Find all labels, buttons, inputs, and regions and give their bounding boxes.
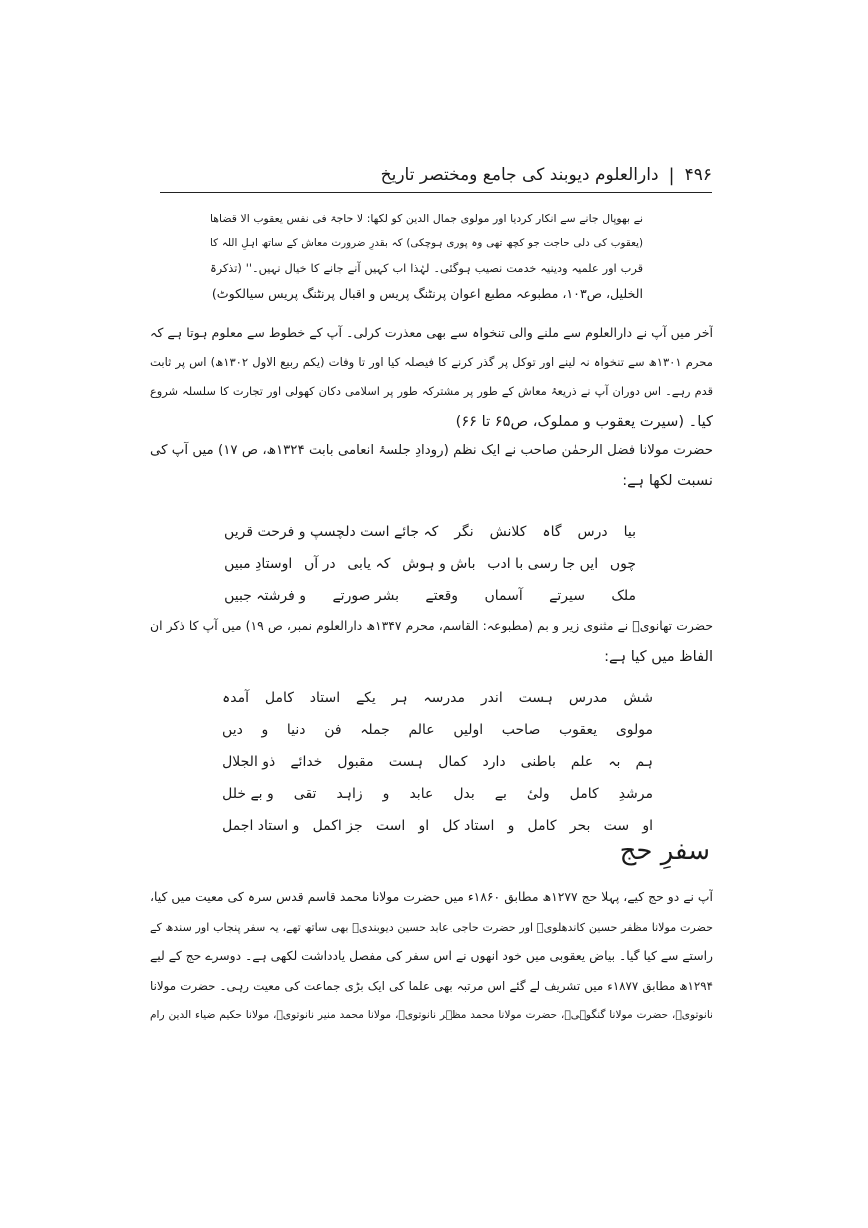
verse-word: خدائے [290,754,323,770]
text-line: نسبت لکھا ہے: [622,471,713,489]
text-line: راستے سے کیا گیا۔ بیاض یعقوبی میں خود انھوں نے اس سفر کی مفصل یادداشت لکھی ہے۔ دوسرے حج کے لیے [150,949,713,963]
verse-word: آسماں [484,588,523,604]
verse-line [222,810,653,842]
verse-word: فن [324,722,342,738]
verse-word: زاہد [336,786,363,802]
verse-word: عالم [408,722,435,738]
text-line: نانوتویؒ، حضرت مولانا گنگوہیؒ، حضرت مولانا محمد مظہر نانوتویؒ، مولانا محمد منیر نانوتویؒ، مولانا حکیم ضیاء الدین رام [150,1009,713,1021]
quote-line: قرب اور علمیہ ودینیہ خدمت نصیب ہوگئی۔ لہٰذا اب کہیں آنے جانے کا خیال نہیں۔'' (تذکرۃ [210,261,643,275]
verse-word: جز اکمل [312,818,363,834]
verse-word: اوستادِ مبیں [224,556,293,572]
quote-line: نے بھوپال جانے سے انکار کردیا اور مولوی جمال الدین کو لکھا: لا حاجۃ فی نفس یعقوب الا قضاھا [210,212,643,225]
verse-line [224,580,636,612]
verse-word: کامل [527,818,557,834]
verse-word: و [507,818,515,834]
text-line: الفاظ میں کیا ہے: [604,647,713,665]
verse-word: شش [623,690,653,706]
verse-word: او [642,818,653,834]
verse-word: یکے [355,690,376,706]
verse-word: ہست [518,690,554,706]
quote-line: (یعقوب کی دلی حاجت جو کچھ تھی وہ پوری ہوچکی) کہ بقدرِ ضرورت معاش کے ساتھ اہلِ اللہ کا [210,237,643,249]
verse-line [222,682,653,714]
verse-line [224,548,636,580]
verse-word: مقبول [337,754,374,770]
verse-word: کمال [438,754,468,770]
verse-word: جملہ [360,722,390,738]
verse-word: مدرسہ [423,690,465,706]
verse-word: کہ یابی [347,556,391,572]
verse-block-2 [222,682,653,842]
verse-word: بے [494,786,507,802]
verse-word: و [261,722,269,738]
text-line: قدم رہے۔ اس دوران آپ نے ذریعۂ معاش کے طور پر مشترکہ طور پر اسلامی دکان کھولی اور تجارت کا سلسلہ شروع [150,384,713,398]
verse-word: استاد [309,690,341,706]
verse-word: چوں [609,556,636,572]
verse-line [222,746,653,778]
verse-word: و استاد اجمل [222,818,300,834]
verse-word: ہست [388,754,424,770]
verse-word: گاہ [542,524,562,540]
text-line: حضرت تھانویؒ نے مثنوی زیر و بم (مطبوعہ: القاسم، محرم ۱۳۴۷ھ دارالعلوم نمبر، ص ۱۹) میں آپ کا ذکر ان [150,619,713,633]
verse-word: ملک [611,588,636,604]
verse-word: بشر صورتے [332,588,400,604]
verse-word: سیرتے [549,588,585,604]
text-line: آپ نے دو حج کیے، پہلا حج ۱۲۷۷ھ مطابق ۱۸۶۰ء میں حضرت مولانا محمد قاسم قدس سرہ کی معیت میں کیا، [150,890,713,904]
verse-word: ہم [635,754,653,770]
verse-word: کہ جائے است دلچسپ و فرحت قریں [224,524,439,540]
verse-word: مولوی [615,722,653,738]
header-rule [160,192,712,193]
verse-line [224,516,636,548]
verse-word: نگر [454,524,474,540]
verse-word: است [375,818,406,834]
verse-word: باش و ہوش [402,556,476,572]
verse-word: ہر [391,690,408,706]
verse-word: بہ [608,754,621,770]
verse-word: اندر [480,690,503,706]
verse-word: اولیں [453,722,484,738]
text-line: کیا۔ (سیرت یعقوب و مملوک، ص۶۵ تا ۶۶) [455,412,713,430]
verse-word: بدل [453,786,475,802]
verse-word: ولیٔ [526,786,550,802]
verse-word: او [418,818,430,834]
text-line: آخر میں آپ نے دارالعلوم سے ملنے والی تنخواہ سے بھی معذرت کرلی۔ آپ کے خطوط سے معلوم ہوتا ہے کہ [150,325,713,340]
verse-word: عابد [409,786,434,802]
text-line: ۱۲۹۴ھ مطابق ۱۸۷۷ء میں تشریف لے گئے اس مرتبہ بھی علما کی ایک بڑی جماعت کی معیت رہی۔ حضرت مولانا [150,978,713,993]
verse-word: صاحب [501,722,541,738]
book-title: دارالعلوم دیوبند کی جامع ومختصر تاریخ [380,165,659,185]
header-separator: | [668,164,675,186]
verse-word: وقعتے [425,588,459,604]
verse-word: در آں [303,556,336,572]
verse-word: مدرس [568,690,608,706]
page-number: ۴۹۶ [684,165,712,185]
verse-word: بحر [569,818,591,834]
verse-word: آمدہ [222,690,250,706]
verse-word: دیں [222,722,243,738]
verse-word: و بے خلل [222,786,274,802]
verse-word: کلانش [489,524,527,540]
verse-word: کامل [264,690,294,706]
verse-word: استاد کل [442,818,495,834]
verse-word: ست [603,818,630,834]
verse-line [222,778,653,810]
section-heading: سفرِ حج [619,836,710,866]
verse-word: درس [577,524,608,540]
paragraph-3 [150,883,713,1031]
quoted-block [210,206,643,306]
verse-word: باطنی [520,754,556,770]
verse-word: تقی [293,786,317,802]
verse-block-1 [224,516,636,612]
quote-line: الخلیل، ص۱۰۳، مطبوعہ مطبع اعوان پرنٹنگ پریس و اقبال پرنٹنگ پریس سیالکوٹ) [211,286,643,301]
verse-word: ایں جا رسی با ادب [487,556,599,572]
verse-word: و [382,786,390,802]
verse-word: ذو الجلال [222,754,276,770]
paragraph-1 [150,318,713,495]
verse-word: بیا [623,524,636,540]
verse-word: علم [570,754,594,770]
verse-word: یعقوب [559,722,598,738]
verse-word: و فرشتہ جبیں [224,588,307,604]
paragraph-2 [150,612,713,671]
verse-word: دارد [482,754,506,770]
verse-word: کامل [569,786,599,802]
verse-word: دنیا [286,722,306,738]
verse-line [222,714,653,746]
running-header [160,158,712,192]
text-line: حضرت مولانا فضل الرحمٰن صاحب نے ایک نظم (رودادِ جلسۂ انعامی بابت ۱۳۲۴ھ، ص ۱۷) میں آپ کی [150,443,713,458]
verse-word: مرشدِ [618,786,653,802]
text-line: محرم ۱۳۰۱ھ سے تنخواہ نہ لینے اور توکل پر گذر کرنے کا فیصلہ کیا اور تا وفات (یکم ربیع الاول ۱۳۰۲ھ) اس پر ثابت [150,354,713,369]
text-line: حضرت مولانا مظفر حسین کاندھلویؒ اور حضرت حاجی عابد حسین دیوبندیؒ بھی ساتھ تھے، یہ سفر پنجاب اور سندھ کے [150,920,713,934]
